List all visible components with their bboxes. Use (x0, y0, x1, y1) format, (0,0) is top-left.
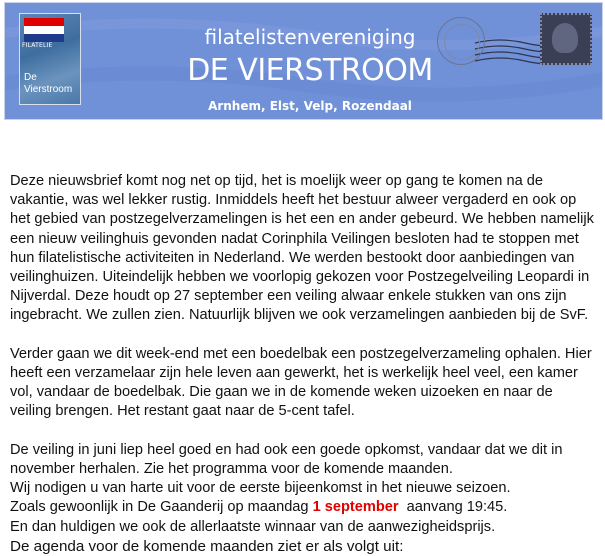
logo-name-line1: De (24, 72, 37, 83)
stamp-icon (540, 13, 592, 65)
logo-name (24, 72, 72, 96)
banner-title-top: filatelistenvereniging (204, 25, 416, 49)
flag-icon (24, 18, 64, 42)
logo-caption: FILATELIE (22, 42, 53, 49)
invitation-line: Wij nodigen u van harte uit voor de eerste bijeenkomst in het nieuwe seizoen. (10, 480, 511, 497)
header-banner (4, 2, 603, 120)
meeting-line (10, 498, 598, 517)
meeting-date: 1 september (312, 499, 399, 516)
paragraph-collection: Verder gaan we dit week-end met een boedelbak een postzegelverzameling ophalen. Hier heeft een verzamelaar zijn hele leven aan gewerkt, het is werkelijk heel veel, een kamer vol, vandaar de boedelbak. Die gaan we in de komende weken uizoeken en naar de veiling brengen. Het restant gaat naar de 5-cent tafel. (10, 345, 592, 420)
paragraph-intro: Deze nieuwsbrief komt nog net op tijd, het is moelijk weer op gang te komen na de vakantie, was wel lekker rustig. Inmiddels heeft het bestuur alweer vergaderd en ook op het gebied van postzegelverzamelingen is het een en ander gebeurd. We hebben namelijk een nieuw veilinghuis gevonden nadat Corinphila Veilingen besloten had te stoppen met hun filatelistische activiteiten in Nederland. We werden bestookt door aanbiedingen van veilinghuizen. Uiteindelijk hebben we voorlopig gekozen voor Postzegelveiling Leopardi in Nijverdal. Deze houdt op 27 september een veiling alwaar enkele stukken van ons zijn ingebracht. We zullen zien. Natuurlijk blijven we ook verzamelingen aanbieden bij de SvF. (10, 173, 594, 324)
club-logo (19, 13, 81, 105)
award-line: En dan huldigen we ook de allerlaatste winnaar van de aanwezigheidsprijs. (10, 518, 496, 535)
newsletter-body (10, 172, 598, 556)
logo-name-line2: Vierstroom (24, 84, 73, 95)
meeting-time: aanvang 19:45. (398, 499, 508, 516)
banner-title-main: DE VIERSTROOM (187, 53, 433, 88)
paragraph-auction: De veiling in juni liep heel goed en had ook een goede opkomst, vandaar dat we dit in november herhalen. Zie het programma voor de komende maanden. (10, 441, 563, 478)
banner-subtitle: Arnhem, Elst, Velp, Rozendaal (208, 99, 412, 113)
postmark-icon (437, 17, 485, 65)
agenda-intro: De agenda voor de komende maanden ziet er als volgt uit: (10, 537, 404, 555)
meeting-text: Zoals gewoonlijk in De Gaanderij op maandag (10, 499, 313, 516)
